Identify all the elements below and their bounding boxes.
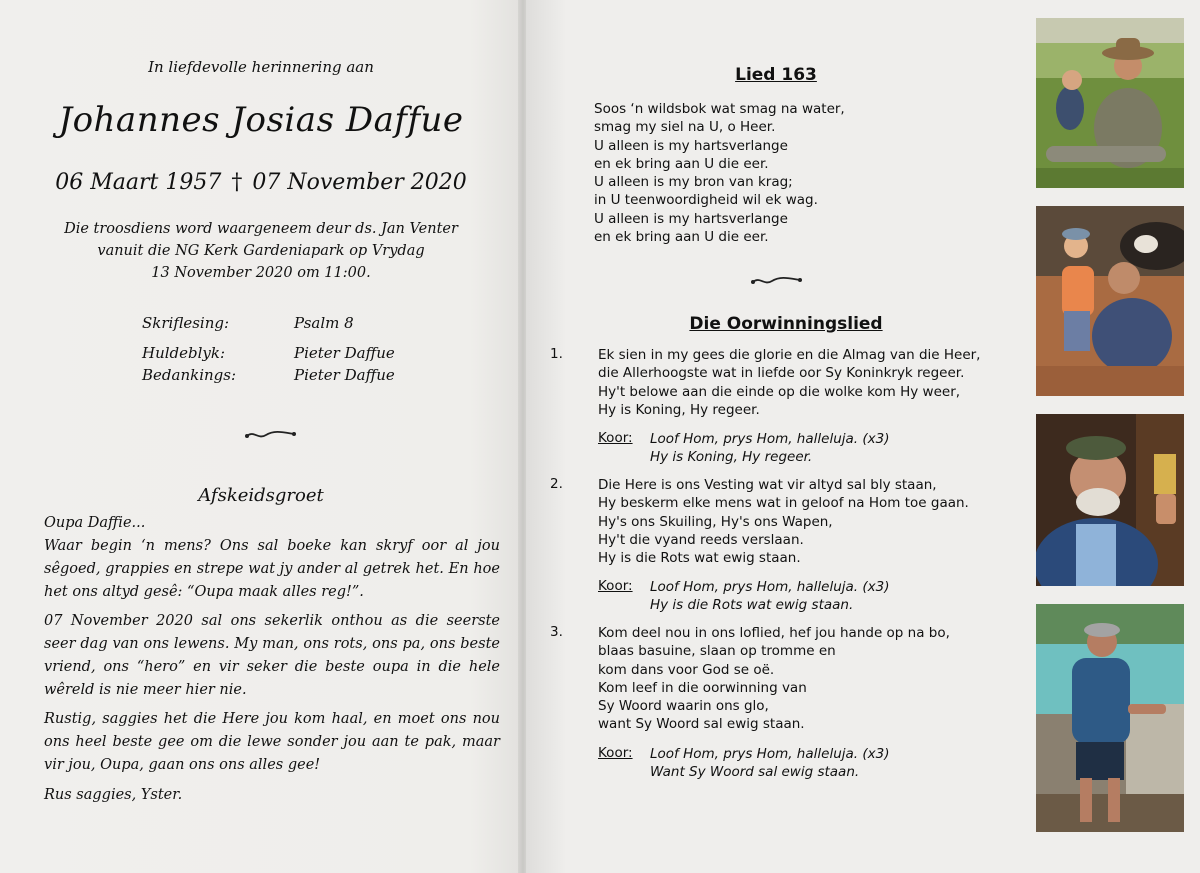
chorus-line: Want Sy Woord sal ewig staan. (650, 764, 860, 780)
farewell-title: Afskeidsgroet (198, 485, 324, 506)
birth-date: 06 Maart 1957 (55, 170, 222, 195)
program-value-huldeblyk: Pieter Daffue (294, 344, 395, 362)
chorus-text (650, 745, 889, 781)
right-page (526, 0, 1200, 873)
song-2-title: Die Oorwinningslied (689, 314, 883, 334)
photo-man-by-water (1036, 604, 1184, 832)
program-value-skriflesing: Psalm 8 (294, 314, 354, 332)
chorus-text (650, 578, 889, 614)
flourish-divider-icon (750, 274, 804, 288)
verse-number: 3. (550, 624, 563, 640)
verse-number: 2. (550, 476, 563, 492)
chorus-label: Koor: (598, 578, 633, 594)
chorus-text (650, 430, 889, 466)
lyric-line: in U teenwoordigheid wil ek wag. (594, 192, 818, 209)
program-label-skriflesing: Skriflesing: (142, 314, 230, 332)
lyric-line: en ek bring aan U die eer. (594, 229, 769, 246)
verse-1-lyrics (598, 346, 980, 419)
program-label-huldeblyk: Huldeblyk: (142, 344, 226, 362)
lyric-line: en ek bring aan U die eer. (594, 155, 769, 172)
lyric-line: kom dans voor God se oë. (598, 661, 775, 678)
chorus-line: Loof Hom, prys Hom, halleluja. (x3) (650, 431, 890, 447)
service-line: vanuit die NG Kerk Gardeniapark op Vrydag (97, 243, 425, 259)
flourish-divider-icon (244, 428, 298, 442)
lyric-line: Ek sien in my gees die glorie en die Almag van die Heer, (598, 347, 981, 363)
death-date: 07 November 2020 (252, 170, 467, 195)
farewell-paragraph-1: Waar begin ‘n mens? Ons sal boeke kan skryf oor al jou sêgoed, grappies en strepe wat jy ander al getrek het. En hoe het ons altyd gesê: “Oupa maak alles reg!”. (44, 538, 500, 600)
lyric-line: want Sy Woord sal ewig staan. (598, 716, 805, 733)
lyric-line: Hy't die vyand reeds verslaan. (598, 531, 804, 548)
service-line: Die troosdiens word waargeneem deur ds. Jan Venter (64, 221, 458, 237)
lyric-line: Kom deel nou in ons loflied, hef jou hande op na bo, (598, 625, 950, 641)
photo-man-with-child-on-grass (1036, 18, 1184, 188)
program-value-bedankings: Pieter Daffue (294, 366, 395, 384)
chorus-line: Hy is Koning, Hy regeer. (650, 449, 813, 465)
lyric-line: U alleen is my hartsverlange (594, 137, 788, 154)
chorus-line: Loof Hom, prys Hom, halleluja. (x3) (650, 746, 890, 762)
lyric-line: U alleen is my bron van krag; (594, 174, 793, 191)
service-line: 13 November 2020 om 11:00. (151, 265, 371, 281)
chorus-line: Loof Hom, prys Hom, halleluja. (x3) (650, 579, 890, 595)
farewell-greeting: Oupa Daffie... (44, 515, 146, 531)
chorus-label: Koor: (598, 745, 633, 761)
cross-icon: † (231, 170, 243, 195)
farewell-signoff: Rus saggies, Yster. (44, 787, 183, 803)
program-label-bedankings: Bedankings: (142, 366, 237, 384)
farewell-paragraph-2: 07 November 2020 sal ons sekerlik onthou as die seerste seer dag van ons lewens. My man, ons rots, ons pa, ons beste vriend, ons “hero” en vir seker die beste oupa in die hele wêreld is nie meer hier nie. (44, 613, 500, 698)
life-dates (0, 170, 522, 195)
verse-number: 1. (550, 346, 563, 362)
lyric-line: U alleen is my hartsverlange (594, 210, 788, 227)
lyric-line: Hy is die Rots wat ewig staan. (598, 550, 801, 567)
song-1-lyrics (594, 100, 845, 246)
chorus-line: Hy is die Rots wat ewig staan. (650, 597, 854, 613)
lyric-line: Soos ‘n wildsbok wat smag na water, (594, 101, 845, 117)
lyric-line: Hy is Koning, Hy regeer. (598, 401, 760, 418)
photo-man-with-child-and-cattle (1036, 206, 1184, 396)
lyric-line: blaas basuine, slaan op tromme en (598, 643, 836, 660)
deceased-name: Johannes Josias Daffue (58, 100, 464, 140)
verse-2-lyrics (598, 476, 969, 567)
verse-3-lyrics (598, 624, 950, 734)
lyric-line: Die Here is ons Vesting wat vir altyd sal bly staan, (598, 477, 937, 493)
song-1-title: Lied 163 (735, 65, 817, 85)
lyric-line: Hy's ons Skuiling, Hy's ons Wapen, (598, 513, 833, 530)
farewell-paragraph-3: Rustig, saggies het die Here jou kom haal, en moet ons nou ons heel beste gee om die lewe sonder jou aan te pak, maar vir jou, Oupa, gaan ons ons alles gee! (44, 711, 500, 773)
service-details (30, 218, 492, 284)
chorus-label: Koor: (598, 430, 633, 446)
lyric-line: Kom leef in die oorwinning van (598, 679, 807, 696)
photo-man-portrait-with-cap (1036, 414, 1184, 586)
lyric-line: smag my siel na U, o Heer. (594, 119, 776, 136)
lyric-line: die Allerhoogste wat in liefde oor Sy Koninkryk regeer. (598, 365, 965, 382)
intro-text: In liefdevolle herinnering aan (148, 58, 374, 76)
lyric-line: Sy Woord waarin ons glo, (598, 698, 769, 715)
left-page (0, 0, 522, 873)
lyric-line: Hy beskerm elke mens wat in geloof na Hom toe gaan. (598, 495, 969, 512)
lyric-line: Hy't belowe aan die einde op die wolke kom Hy weer, (598, 383, 961, 400)
